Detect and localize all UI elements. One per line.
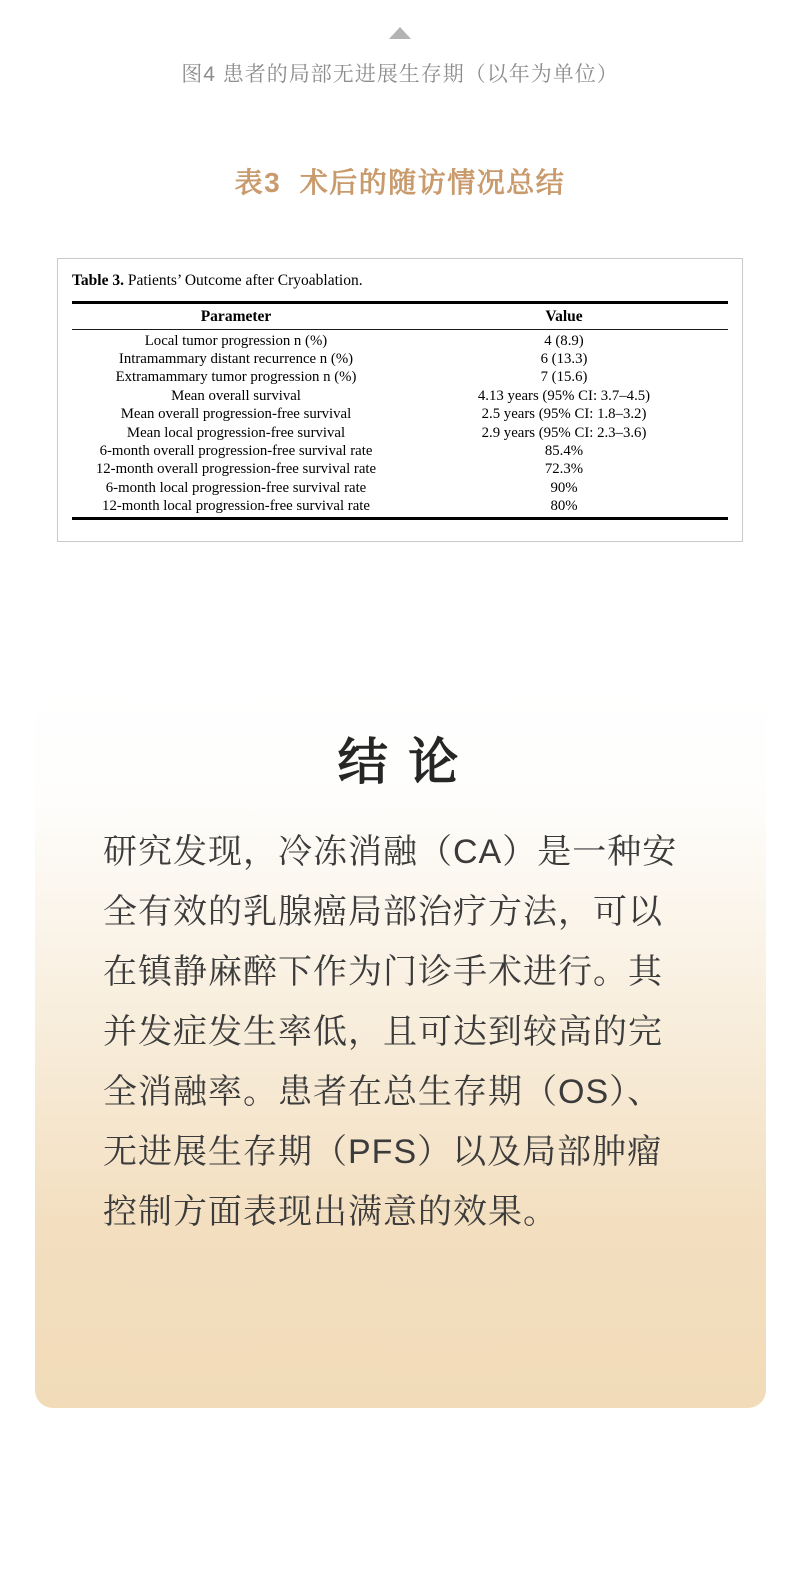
table-row (72, 461, 728, 479)
table-title-text: Patients’ Outcome after Cryoablation. (123, 272, 363, 289)
conclusion-line: 研究发现，冷冻消融（CA）是一种安 (103, 833, 678, 871)
table-row (72, 442, 728, 460)
figure-caption: 图4 患者的局部无进展生存期（以年为单位） (181, 63, 619, 86)
table-cell-value: 4.13 years (95% CI: 3.7–4.5) (477, 387, 651, 404)
table-row (72, 498, 728, 516)
table-body (72, 332, 728, 516)
table-header-parameter: Parameter (200, 307, 272, 325)
conclusion-line: 并发症发生率低，且可达到较高的完 (103, 1013, 663, 1051)
table-cell-value: 85.4% (544, 443, 584, 460)
conclusion-line: 全消融率。患者在总生存期（OS）、 (103, 1073, 663, 1111)
scroll-up-icon[interactable] (389, 27, 411, 39)
conclusion-line: 控制方面表现出满意的效果。 (103, 1193, 558, 1231)
table-cell-parameter: Intramammary distant recurrence n (%) (118, 351, 354, 368)
table-cell-parameter: Mean local progression-free survival (126, 424, 346, 441)
table-cell-parameter: 6-month local progression-free survival rate (105, 479, 367, 496)
table-title-label: Table 3. (72, 272, 124, 289)
outcome-table-card (57, 258, 743, 542)
table-row (72, 424, 728, 442)
table-cell-value: 6 (13.3) (540, 351, 588, 368)
table-row (72, 479, 728, 497)
table-cell-value: 7 (15.6) (540, 369, 588, 386)
table-header-row (72, 304, 728, 329)
table-cell-parameter: 12-month local progression-free survival rate (102, 498, 370, 515)
table-cell-value: 72.3% (544, 461, 584, 478)
table-cell-parameter: Extramammary tumor progression n (%) (115, 369, 357, 386)
table-cell-value: 2.5 years (95% CI: 1.8–3.2) (481, 406, 647, 423)
table-cell-value: 80% (550, 498, 578, 515)
table-cell-parameter: 12-month overall progression-free survival rate (95, 461, 377, 478)
table-cell-value: 90% (550, 479, 578, 496)
table-cell-value: 4 (8.9) (544, 332, 584, 349)
table-rule-header (72, 329, 728, 330)
table-cell-value: 2.9 years (95% CI: 2.3–3.6) (481, 424, 647, 441)
conclusion-line: 在镇静麻醉下作为门诊手术进行。其 (103, 953, 663, 991)
table-row (72, 387, 728, 405)
table-row (72, 332, 728, 350)
table-row (72, 350, 728, 368)
table-row (72, 369, 728, 387)
table-header-value: Value (545, 307, 583, 325)
section-heading: 表3 术后的随访情况总结 (234, 167, 566, 198)
conclusion-line: 全有效的乳腺癌局部治疗方法，可以 (103, 893, 663, 931)
table-cell-parameter: Mean overall progression-free survival (120, 406, 352, 423)
table-title (72, 272, 728, 290)
conclusion-line: 无进展生存期（PFS）以及局部肿瘤 (103, 1133, 663, 1171)
conclusion-paragraph (103, 822, 713, 1242)
table-cell-parameter: 6-month overall progression-free survival rate (99, 443, 373, 460)
table-cell-parameter: Mean overall survival (171, 387, 301, 404)
table-row (72, 406, 728, 424)
table-cell-parameter: Local tumor progression n (%) (144, 332, 328, 349)
table-rule-bottom (72, 517, 728, 520)
conclusion-heading: 结 论 (337, 734, 463, 790)
outcome-table (58, 272, 742, 520)
